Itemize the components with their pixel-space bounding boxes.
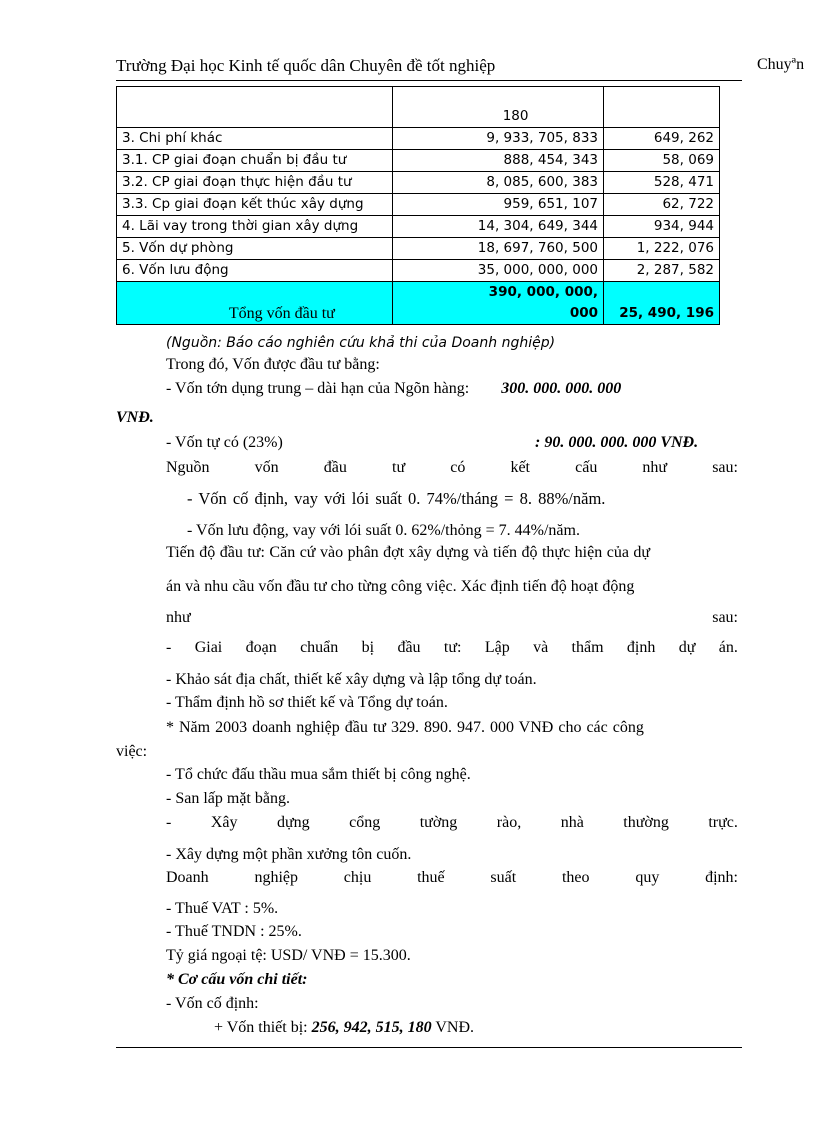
word: như: [642, 459, 668, 476]
word: dự: [678, 639, 696, 656]
table-cell-amount: 180: [392, 87, 603, 128]
working-capital-rate: - Vốn lưu động, vay với lói suất 0. 62%/thỏng = 7. 44%/năm.: [187, 522, 580, 539]
word: Giai: [194, 639, 223, 656]
bank-loan-unit: VNĐ.: [116, 409, 154, 426]
table-cell-usd: [604, 87, 720, 128]
tndn-item: - Thuế TNDN : 25%.: [166, 923, 302, 940]
table-cell-amount: 9, 933, 705, 833: [392, 128, 603, 150]
word: quy: [635, 869, 660, 886]
table-cell-usd: 2, 287, 582: [604, 260, 720, 282]
word: dựng: [276, 814, 310, 831]
progress-paragraph-line3: [166, 608, 738, 628]
total-label: Tổng vốn đầu tư: [117, 282, 393, 325]
word: Doanh: [166, 869, 209, 886]
word: theo: [561, 869, 590, 886]
bank-loan-text: - Vốn tớn dụng trung – dài hạn của Ngõn hàng:: [166, 380, 474, 397]
header-right-fragment: Chuyªn: [757, 56, 805, 73]
total-amount: [392, 282, 603, 325]
equipment-capital-line: [214, 1018, 474, 1038]
table-row: [117, 128, 720, 150]
word: bị: [361, 639, 375, 656]
investment-cost-table: [116, 86, 720, 325]
equipment-value: 256, 942, 515, 180: [311, 1019, 432, 1036]
word: sau:: [712, 609, 738, 626]
word: Nguồn: [166, 459, 210, 476]
word: -: [166, 639, 172, 656]
year-2003-line2: việc:: [116, 743, 148, 760]
table-cell-label: 3.3. Cp giai đoạn kết thúc xây dựng: [117, 194, 393, 216]
gate-construction-line: [166, 813, 738, 833]
table-cell-label: 5. Vốn dự phòng: [117, 238, 393, 260]
fixed-capital-rate: - Vốn cố định, vay với lói suất 0. 74%/tháng = 8. 88%/năm.: [187, 489, 606, 508]
word: rào,: [496, 814, 522, 831]
table-cell-amount: 8, 085, 600, 383: [392, 172, 603, 194]
word: định:: [705, 869, 738, 886]
table-cell-label: 3.1. CP giai đoạn chuẩn bị đầu tư: [117, 150, 393, 172]
table-row: [117, 238, 720, 260]
table-row: [117, 216, 720, 238]
own-capital-value: : 90. 000. 000. 000 VNĐ.: [535, 434, 699, 451]
table-row: [117, 150, 720, 172]
word: cấu: [575, 459, 598, 476]
table-cell-label: [117, 87, 393, 128]
word: sau:: [712, 459, 738, 476]
table-cell-amount: 35, 000, 000, 000: [392, 260, 603, 282]
word: tường: [419, 814, 458, 831]
table-row: [117, 194, 720, 216]
word: án.: [718, 639, 738, 656]
word: chuẩn: [300, 639, 339, 656]
equipment-label: + Vốn thiết bị:: [214, 1019, 312, 1036]
word: -: [166, 814, 172, 831]
word: trực.: [708, 814, 738, 831]
equipment-unit: VNĐ.: [431, 1019, 474, 1036]
word: đoạn: [245, 639, 277, 656]
table-cell-usd: 58, 069: [604, 150, 720, 172]
own-capital-text: - Vốn tự có (23%): [166, 434, 283, 451]
word: thẩm: [571, 639, 604, 656]
survey-item: - Khảo sát địa chất, thiết kế xây dựng và lập tổng dự toán.: [166, 671, 537, 688]
word: kết: [510, 459, 530, 476]
funding-intro: Trong đó, Vốn được đầu tư bằng:: [166, 356, 380, 373]
word: định: [626, 639, 656, 656]
word: vốn: [254, 459, 279, 476]
table-cell-usd: 649, 262: [604, 128, 720, 150]
word: như: [166, 609, 191, 626]
table-row: [117, 87, 720, 128]
bank-loan-line: [166, 379, 621, 399]
word: tư:: [443, 639, 462, 656]
word: Xây: [210, 814, 238, 831]
word: cổng: [349, 814, 381, 831]
workshop-item: - Xây dựng một phần xưởng tôn cuốn.: [166, 846, 412, 863]
table-cell-label: 3. Chi phí khác: [117, 128, 393, 150]
leveling-item: - San lấp mặt bằng.: [166, 790, 290, 807]
word: tư: [392, 459, 406, 476]
total-amount-line1: 390, 000, 000,: [488, 284, 598, 300]
word: đầu: [397, 639, 421, 656]
bank-loan-value: 300. 000. 000. 000: [501, 380, 622, 397]
table-cell-amount: 14, 304, 649, 344: [392, 216, 603, 238]
word: suất: [490, 869, 517, 886]
word: thuế: [417, 869, 445, 886]
word: chịu: [343, 869, 372, 886]
table-cell-usd: 934, 944: [604, 216, 720, 238]
word: Lập: [484, 639, 510, 656]
total-amount-line2: 000: [569, 305, 598, 321]
tax-intro-line: [166, 868, 738, 888]
footer-divider: [116, 1047, 742, 1048]
table-row: [117, 260, 720, 282]
progress-paragraph-line1: Tiến độ đầu tư: Căn cứ vào phân đợt xây dựng và tiến độ thực hiện của dự: [166, 544, 651, 561]
exchange-rate: Tỷ giá ngoại tệ: USD/ VNĐ = 15.300.: [166, 947, 411, 964]
table-cell-usd: 1, 222, 076: [604, 238, 720, 260]
appraisal-item: - Thẩm định hồ sơ thiết kế và Tổng dự toán.: [166, 694, 448, 711]
word: nghiệp: [254, 869, 298, 886]
source-note: (Nguồn: Báo cáo nghiên cứu khả thi của Doanh nghiệp): [166, 335, 556, 351]
table-cell-label: 3.2. CP giai đoạn thực hiện đầu tư: [117, 172, 393, 194]
word: thường: [623, 814, 669, 831]
word: nhà: [560, 814, 584, 831]
total-usd: 25, 490, 196: [604, 282, 720, 325]
table-row: [117, 172, 720, 194]
header-title: Trường Đại học Kinh tế quốc dân Chuyên đề tốt nghiệp: [116, 56, 496, 75]
stage-preparation-line: [166, 638, 738, 658]
table-cell-amount: 959, 651, 107: [392, 194, 603, 216]
table-cell-usd: 62, 722: [604, 194, 720, 216]
table-cell-label: 4. Lãi vay trong thời gian xây dựng: [117, 216, 393, 238]
vat-item: - Thuế VAT : 5%.: [166, 900, 279, 917]
table-cell-usd: 528, 471: [604, 172, 720, 194]
header-divider: [116, 80, 742, 81]
capital-detail-heading: * Cơ cấu vốn chi tiết:: [166, 971, 308, 988]
year-2003-line1: * Năm 2003 doanh nghiệp đầu tư 329. 890. 947. 000 VNĐ cho các công: [166, 719, 644, 736]
tender-item: - Tổ chức đấu thầu mua sắm thiết bị công nghệ.: [166, 766, 471, 783]
progress-paragraph-line2: án và nhu cầu vốn đầu tư cho từng công việc. Xác định tiến độ hoạt động: [166, 578, 635, 595]
table-cell-label: 6. Vốn lưu động: [117, 260, 393, 282]
table-cell-amount: 888, 454, 343: [392, 150, 603, 172]
structure-line: [166, 458, 738, 478]
word: có: [450, 459, 466, 476]
table-total-row: [117, 282, 720, 325]
word: và: [533, 639, 549, 656]
word: đầu: [323, 459, 347, 476]
fixed-capital-heading: - Vốn cố định:: [166, 995, 259, 1012]
table-cell-amount: 18, 697, 760, 500: [392, 238, 603, 260]
